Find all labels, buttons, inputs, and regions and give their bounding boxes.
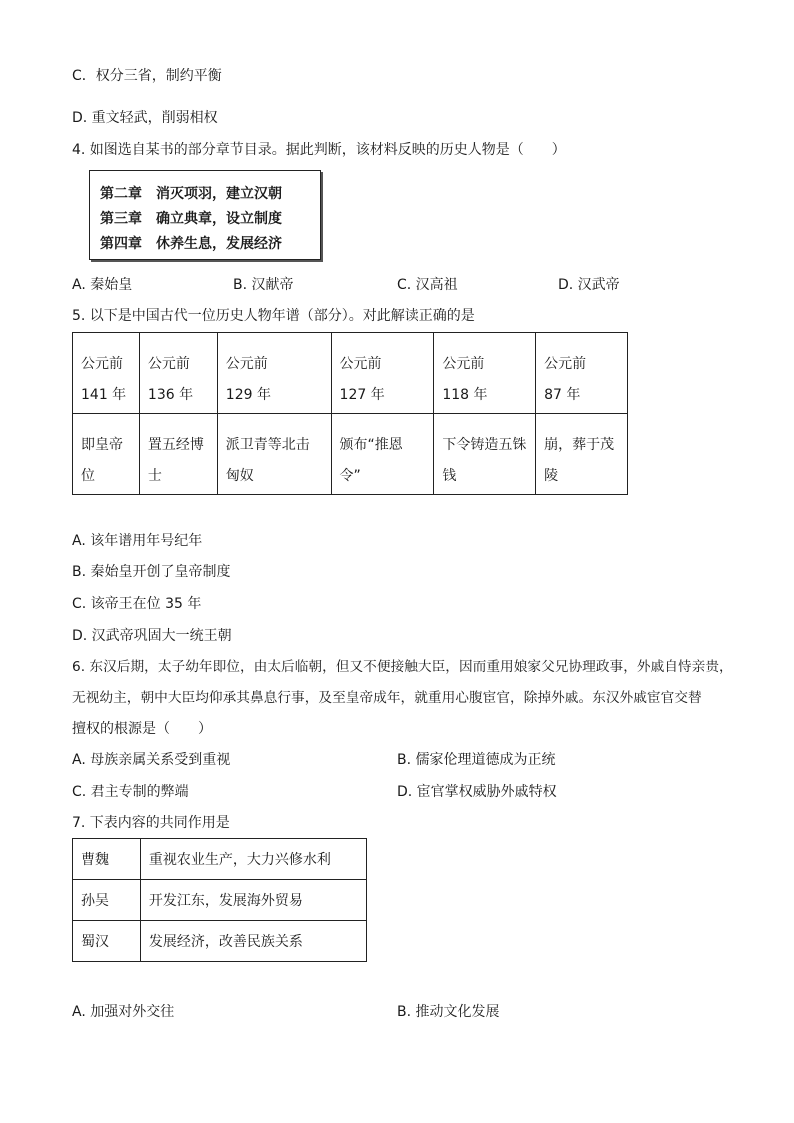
q6-option-b: B. 儒家伦理道德成为正统 [397, 752, 556, 768]
q6-option-c: C. 君主专制的弊端 [72, 784, 189, 800]
q7-table [72, 838, 367, 962]
q5-year-cell: 公元前 136 年 [139, 333, 217, 414]
q5-option-c: C. 该帝王在位 35 年 [72, 596, 202, 612]
q5-option-b: B. 秦始皇开创了皇帝制度 [72, 564, 231, 580]
q5-event-cell: 即皇帝 位 [73, 414, 140, 495]
q7-state-cell: 孙吴 [73, 880, 141, 921]
q7-policy-cell: 重视农业生产，大力兴修水利 [140, 839, 366, 880]
q7-row [73, 839, 367, 880]
q4-chapter-box [89, 170, 321, 260]
q5-event-cell: 置五经博 士 [139, 414, 217, 495]
q5-event-cell: 崩，葬于茂 陵 [536, 414, 628, 495]
q6-stem-line1: 6. 东汉后期，太子幼年即位，由太后临朝，但又不便接触大臣，因而重用娘家父兄协理政事，外戚自恃亲贵， [72, 659, 733, 675]
q7-option-a: A. 加强对外交往 [72, 1004, 175, 1020]
q7-policy-cell: 发展经济，改善民族关系 [140, 921, 366, 962]
q4-stem: 4. 如图选自某书的部分章节目录。据此判断，该材料反映的历史人物是（ ） [72, 142, 566, 158]
q5-event-cell: 派卫青等北击 匈奴 [217, 414, 331, 495]
q6-option-d: D. 宦官掌权威胁外戚特权 [397, 784, 557, 800]
q7-stem: 7. 下表内容的共同作用是 [72, 815, 230, 831]
q4-chapter-2: 第二章 消灭项羽，建立汉朝 [100, 186, 282, 202]
q5-option-d: D. 汉武帝巩固大一统王朝 [72, 628, 232, 644]
q5-stem: 5. 以下是中国古代一位历史人物年谱（部分）。对此解读正确的是 [72, 308, 475, 324]
q4-option-a: A. 秦始皇 [72, 277, 133, 293]
q7-state-cell: 蜀汉 [73, 921, 141, 962]
q4-option-b: B. 汉献帝 [233, 277, 294, 293]
q7-row [73, 921, 367, 962]
q7-state-cell: 曹魏 [73, 839, 141, 880]
q7-option-b: B. 推动文化发展 [397, 1004, 500, 1020]
q4-option-d: D. 汉武帝 [558, 277, 620, 293]
q5-year-row [73, 333, 628, 414]
q5-year-cell: 公元前 141 年 [73, 333, 140, 414]
q5-event-cell: 下令铸造五铢 钱 [434, 414, 536, 495]
q5-chronology-table [72, 332, 628, 495]
q7-policy-cell: 开发江东，发展海外贸易 [140, 880, 366, 921]
q5-event-row [73, 414, 628, 495]
q6-option-a: A. 母族亲属关系受到重视 [72, 752, 231, 768]
q5-year-cell: 公元前 118 年 [434, 333, 536, 414]
q5-option-a: A. 该年谱用年号纪年 [72, 533, 203, 549]
q5-year-cell: 公元前 129 年 [217, 333, 331, 414]
q7-row [73, 880, 367, 921]
q5-year-cell: 公元前 127 年 [331, 333, 434, 414]
q5-event-cell: 颁布“推恩 令” [331, 414, 434, 495]
q5-year-cell: 公元前 87 年 [536, 333, 628, 414]
q6-stem-line3: 擅权的根源是（ ） [72, 721, 212, 737]
q4-option-c: C. 汉高祖 [397, 277, 458, 293]
q4-chapter-4: 第四章 休养生息，发展经济 [100, 236, 282, 252]
q4-chapter-3: 第三章 确立典章，设立制度 [100, 211, 282, 227]
q3-option-d: D. 重文轻武，削弱相权 [72, 110, 218, 126]
q3-option-c: C．权分三省，制约平衡 [72, 68, 222, 84]
q6-stem-line2: 无视幼主，朝中大臣均仰承其鼻息行事，及至皇帝成年，就重用心腹宦官，除掉外戚。东汉外戚宦官交替 [72, 690, 702, 706]
